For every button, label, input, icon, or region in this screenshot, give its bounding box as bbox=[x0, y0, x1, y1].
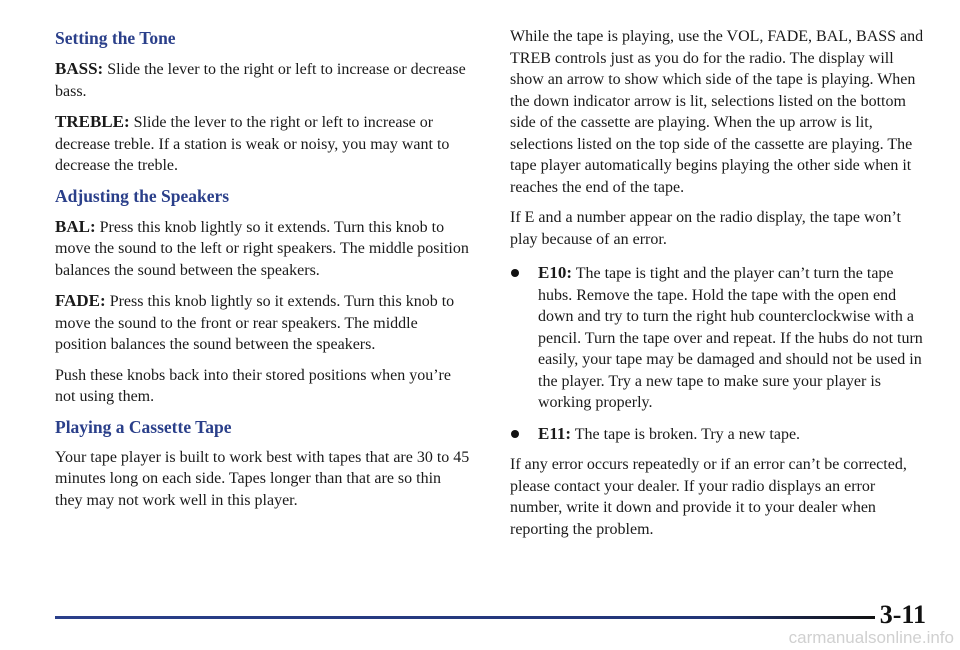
paragraph-fade bbox=[55, 290, 470, 356]
list-item-e10 bbox=[510, 262, 925, 414]
term-e11: E11: bbox=[538, 423, 572, 443]
paragraph-bass bbox=[55, 58, 470, 102]
bal-text: Press this knob lightly so it extends. Turn this knob to move the sound to the left or right speakers. The middle position balances the sound between the speakers. bbox=[55, 218, 469, 279]
term-bass: BASS: bbox=[55, 59, 104, 78]
paragraph-error-intro: If E and a number appear on the radio display, the tape won’t play because of an error. bbox=[510, 209, 901, 248]
footer-rule bbox=[55, 616, 875, 619]
term-treble: TREBLE: bbox=[55, 112, 130, 131]
term-e10: E10: bbox=[538, 263, 572, 282]
section-heading-tone: Setting the Tone bbox=[55, 28, 176, 48]
list-item-e11 bbox=[510, 423, 925, 446]
right-column bbox=[510, 26, 925, 549]
term-bal: BAL: bbox=[55, 216, 96, 236]
bullet-icon bbox=[511, 430, 519, 438]
bullet-icon bbox=[511, 269, 519, 277]
paragraph-treble bbox=[55, 111, 470, 177]
section-heading-cassette: Playing a Cassette Tape bbox=[55, 416, 232, 437]
e11-text: The tape is broken. Try a new tape. bbox=[571, 425, 801, 443]
watermark: carmanualsonline.info bbox=[788, 628, 954, 647]
paragraph-cassette-intro: Your tape player is built to work best with tapes that are 30 to 45 minutes long on each side. Tapes longer than that are so thin they may not work well in this player. bbox=[55, 448, 470, 509]
section-heading-speakers: Adjusting the Speakers bbox=[55, 185, 230, 206]
paragraph-tape-playing: While the tape is playing, use the VOL, FADE, BAL, BASS and TREB controls just as you do for the radio. The display will show an arrow to show which side of the tape is playing. When the down indicator arrow is lit, selections listed on the bottom side of the cassette are playing. When the up arrow is lit, selections listed on the top side of the cassette are playing. The tape player automatically begins playing the other side when it reaches the end of the tape. bbox=[510, 28, 924, 196]
e10-text: The tape is tight and the player can’t turn the tape hubs. Remove the tape. Hold the tape with the open end down and try to turn the right hub counterclockwise with a pencil. Turn the tape over and repeat. If the hubs do not turn easily, your tape may be damaged and should not be used in the player. Try a new tape to make sure your player is working properly. bbox=[538, 265, 923, 411]
paragraph-contact-dealer: If any error occurs repeatedly or if an error can’t be corrected, please contact your dealer. If your radio displays an error number, write it down and provide it to your dealer when reporting the problem. bbox=[510, 456, 907, 538]
page-number: 3-11 bbox=[879, 600, 926, 629]
bass-text: Slide the lever to the right or left to increase or decrease bass. bbox=[55, 61, 466, 100]
fade-text: Press this knob lightly so it extends. Turn this knob to move the sound to the front or rear speakers. The middle position balances the sound between the speakers. bbox=[55, 293, 455, 353]
paragraph-bal bbox=[55, 216, 470, 282]
error-code-list bbox=[510, 262, 925, 445]
term-fade: FADE: bbox=[55, 291, 106, 310]
left-column bbox=[55, 26, 470, 520]
treble-text: Slide the lever to the right or left to increase or decrease treble. If a station is weak or noisy, you may want to decrease the treble. bbox=[55, 114, 450, 174]
paragraph-push-knobs: Push these knobs back into their stored positions when you’re not using them. bbox=[55, 366, 451, 405]
